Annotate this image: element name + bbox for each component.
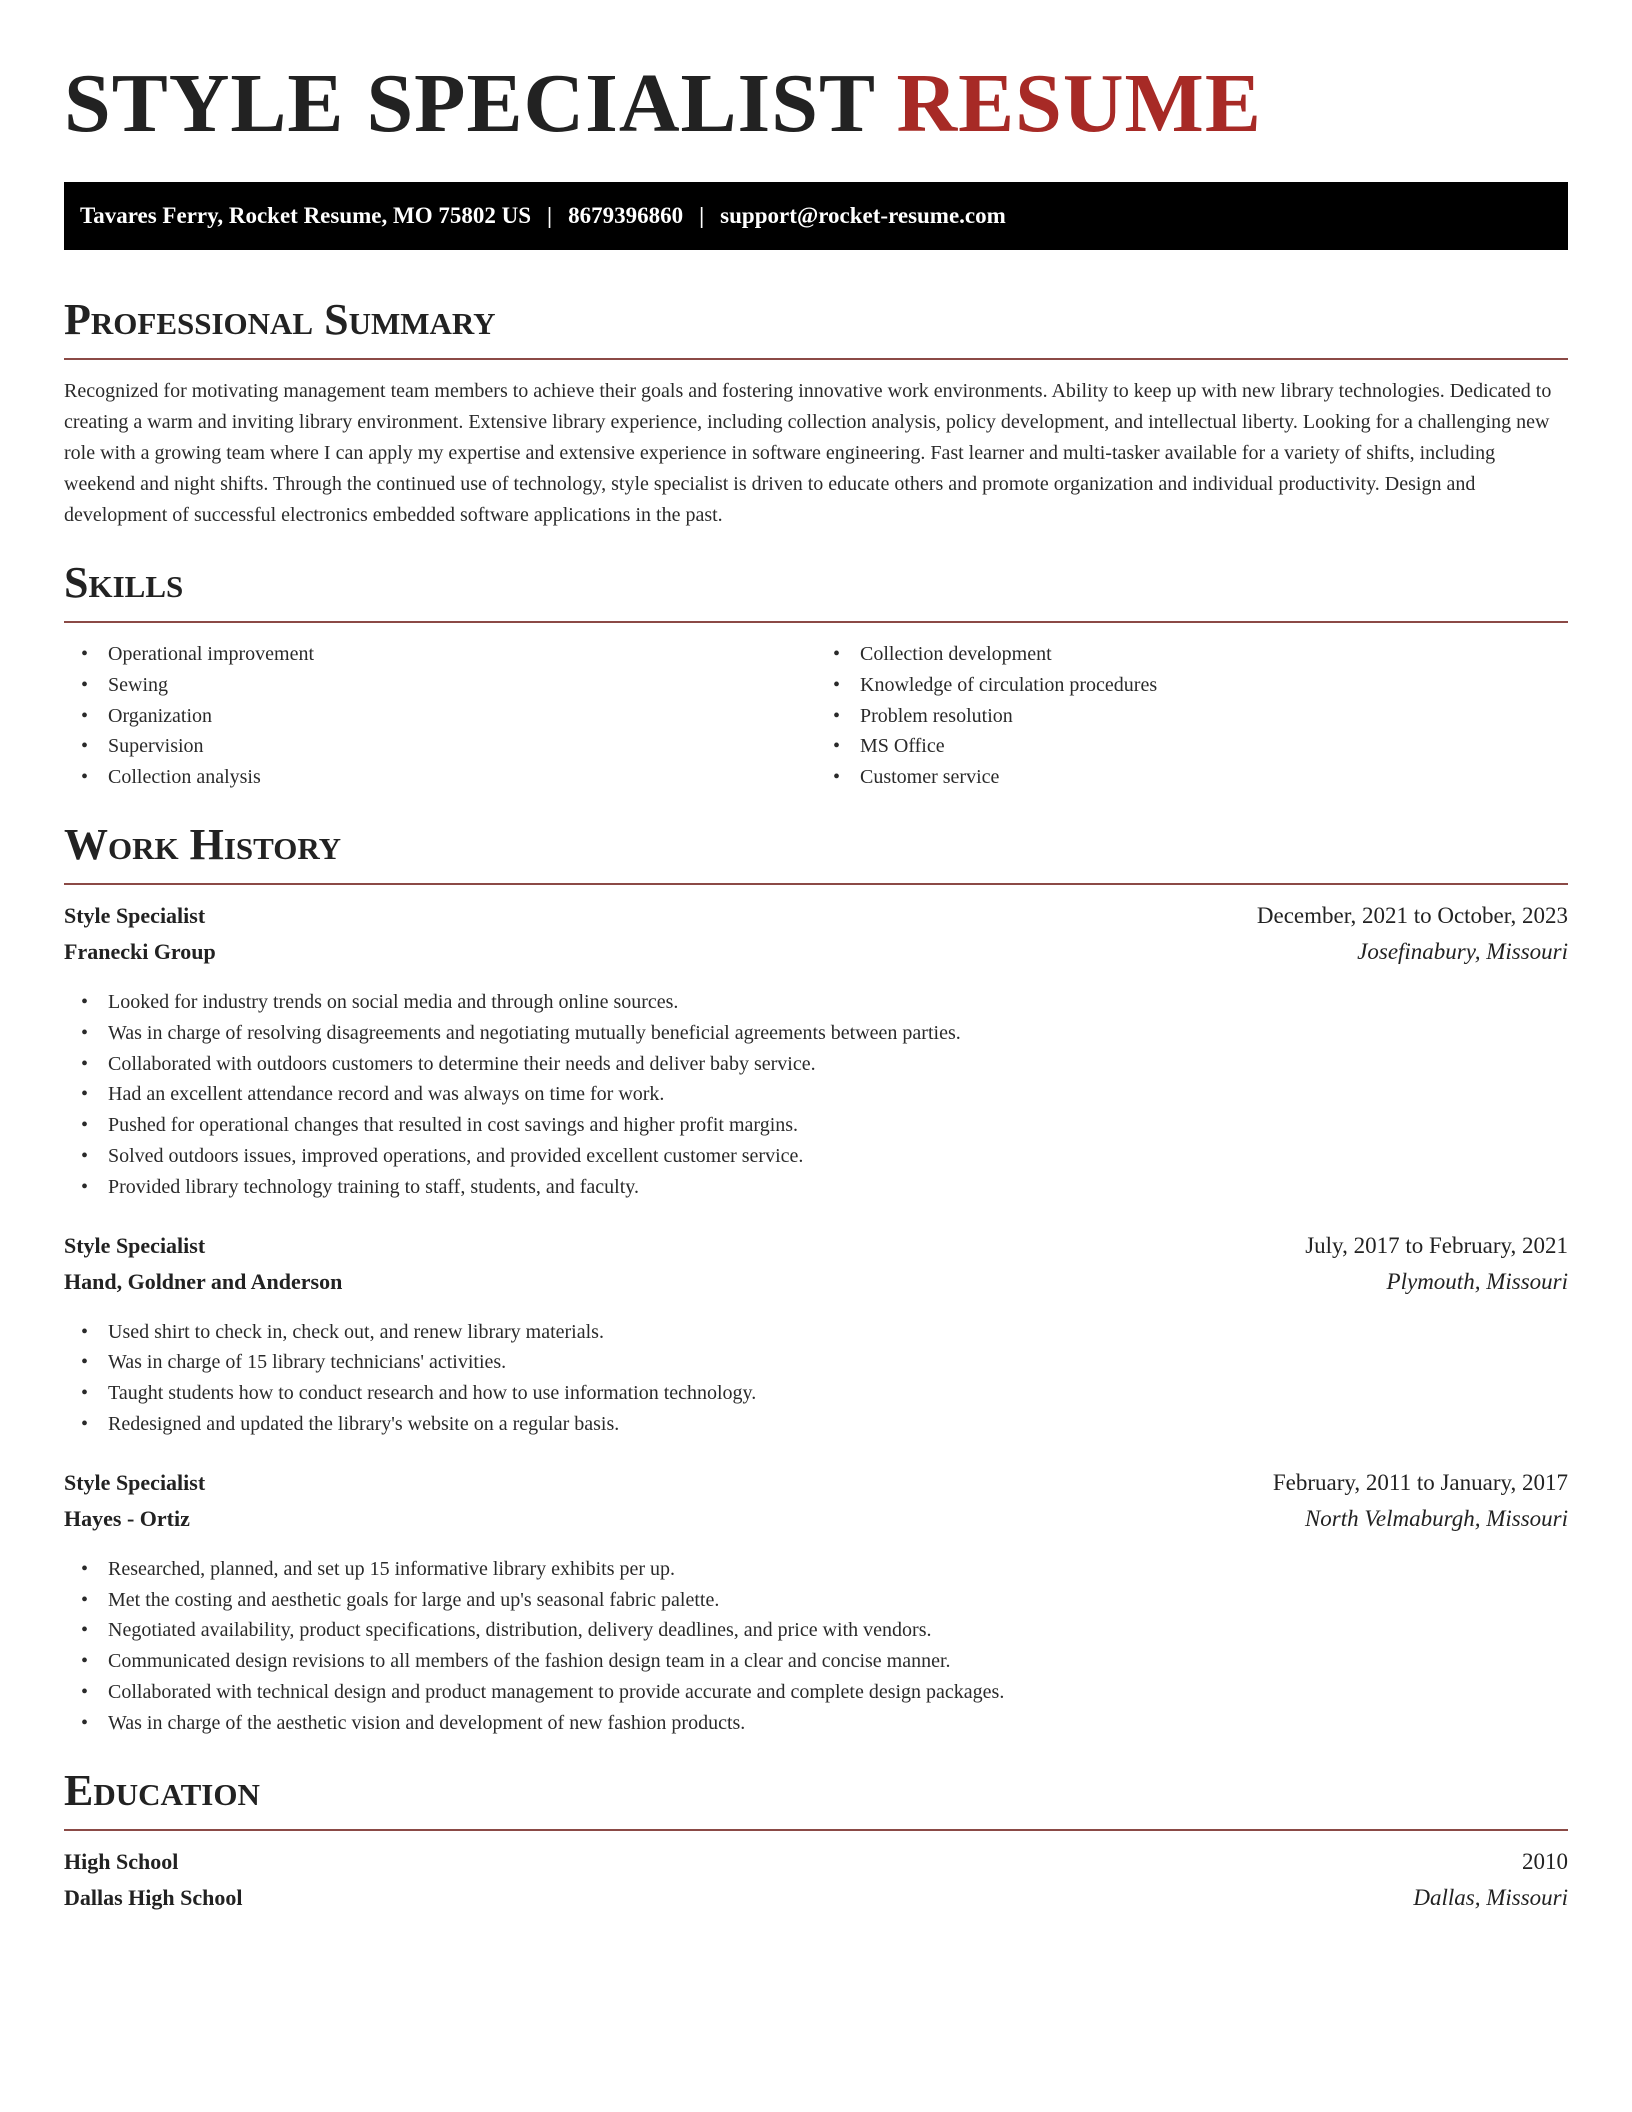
skill-item: • Sewing (108, 670, 816, 701)
work-history-heading: Work History (64, 819, 342, 869)
skill-item: • Organization (108, 701, 816, 732)
job-bullets (64, 987, 1568, 1203)
education-location: Dallas, Missouri (1413, 1884, 1568, 1910)
job-bullets (64, 1554, 1568, 1739)
job-bullet: • Redesigned and updated the library's website on a regular basis. (108, 1409, 1568, 1440)
job-title: Style Specialist (64, 1232, 206, 1258)
skill-item: • Collection development (860, 639, 1568, 670)
contact-address: Tavares Ferry, Rocket Resume, MO 75802 US (80, 203, 531, 228)
education-school-row (64, 1885, 1568, 1921)
resume-page (64, 0, 1568, 1921)
job-location: North Velmaburgh, Missouri (1304, 1505, 1568, 1531)
skills-left-column (64, 639, 816, 793)
skill-item: • Operational improvement (108, 639, 816, 670)
job-dates: July, 2017 to February, 2021 (1305, 1232, 1568, 1258)
education-school: Dallas High School (64, 1884, 243, 1910)
job-company-row (64, 1506, 1568, 1542)
summary-text: Recognized for motivating management team members to achieve their goals and fostering innovative work environments. Ability to keep up with new library technologies. Dedicated to creating a warm and inviting library environment. Extensive library experience, including collection analysis, policy development, and intellectual liberty. Looking for a challenging new role with a growing team where I can apply my expertise and extensive experience in software engineering. Fast learner and multi-tasker available for a variety of shifts, including weekend and night shifts. Through the continued use of technology, style specialist is driven to educate others and promote organization and individual productivity. Design and development of successful electronics embedded software applications in the past. (64, 380, 1552, 526)
job-bullet: • Taught students how to conduct research and how to use information technology. (108, 1378, 1568, 1409)
section-divider (64, 358, 1568, 360)
contact-phone[interactable]: 8679396860 (568, 203, 684, 228)
education-degree-row (64, 1849, 1568, 1885)
job-bullet: • Was in charge of 15 library technicians' activities. (108, 1347, 1568, 1378)
job-company-row (64, 1269, 1568, 1305)
job-entry (64, 1233, 1568, 1440)
section-divider (64, 1829, 1568, 1831)
education-heading: Education (64, 1765, 260, 1815)
skill-item: • Collection analysis (108, 762, 816, 793)
job-bullet: • Communicated design revisions to all members of the fashion design team in a clear and concise manner. (108, 1646, 1568, 1677)
job-company-row (64, 939, 1568, 975)
title-main: STYLE SPECIALIST (64, 57, 875, 150)
title-accent: RESUME (896, 57, 1262, 150)
job-location: Josefinabury, Missouri (1357, 938, 1568, 964)
education-year: 2010 (1522, 1848, 1568, 1874)
job-bullet: • Researched, planned, and set up 15 informative library exhibits per up. (108, 1554, 1568, 1585)
job-bullet: • Used shirt to check in, check out, and renew library materials. (108, 1317, 1568, 1348)
skill-item: • Customer service (860, 762, 1568, 793)
skill-item: • MS Office (860, 731, 1568, 762)
skill-item: • Knowledge of circulation procedures (860, 670, 1568, 701)
job-entry (64, 1470, 1568, 1739)
contact-separator: | (699, 203, 705, 228)
contact-bar (64, 182, 1568, 250)
skills-grid (64, 639, 1568, 793)
skills-heading: Skills (64, 558, 184, 607)
skills-right-column (816, 639, 1568, 793)
job-dates: December, 2021 to October, 2023 (1256, 902, 1568, 928)
job-location: Plymouth, Missouri (1386, 1268, 1568, 1294)
skill-item: • Supervision (108, 731, 816, 762)
summary-heading: Professional Summary (64, 295, 496, 344)
section-divider (64, 883, 1568, 885)
job-bullets (64, 1317, 1568, 1440)
resume-title (64, 58, 1568, 150)
education-degree: High School (64, 1848, 179, 1874)
job-bullet: • Collaborated with outdoors customers to determine their needs and deliver baby service. (108, 1049, 1568, 1080)
job-bullet: • Met the costing and aesthetic goals for large and up's seasonal fabric palette. (108, 1585, 1568, 1616)
job-header-row (64, 903, 1568, 939)
job-company: Franecki Group (64, 938, 216, 964)
skill-item: • Problem resolution (860, 701, 1568, 732)
job-bullet: • Was in charge of resolving disagreements and negotiating mutually beneficial agreements between parties. (108, 1018, 1568, 1049)
job-entry (64, 903, 1568, 1203)
contact-separator: | (547, 203, 553, 228)
job-bullet: • Looked for industry trends on social media and through online sources. (108, 987, 1568, 1018)
job-title: Style Specialist (64, 902, 206, 928)
job-title: Style Specialist (64, 1469, 206, 1495)
job-bullet: • Pushed for operational changes that resulted in cost savings and higher profit margins. (108, 1110, 1568, 1141)
job-company: Hayes - Ortiz (64, 1505, 190, 1531)
job-bullet: • Solved outdoors issues, improved operations, and provided excellent customer service. (108, 1141, 1568, 1172)
job-company: Hand, Goldner and Anderson (64, 1268, 343, 1294)
section-divider (64, 621, 1568, 623)
job-header-row (64, 1233, 1568, 1269)
contact-email[interactable]: support@rocket-resume.com (720, 203, 1006, 228)
job-dates: February, 2011 to January, 2017 (1272, 1469, 1568, 1495)
education-entry (64, 1849, 1568, 1921)
job-bullet: • Negotiated availability, product specifications, distribution, delivery deadlines, and price with vendors. (108, 1615, 1568, 1646)
job-bullet: • Collaborated with technical design and product management to provide accurate and complete design packages. (108, 1677, 1568, 1708)
job-bullet: • Had an excellent attendance record and was always on time for work. (108, 1079, 1568, 1110)
job-bullet: • Was in charge of the aesthetic vision and development of new fashion products. (108, 1708, 1568, 1739)
job-header-row (64, 1470, 1568, 1506)
job-bullet: • Provided library technology training to staff, students, and faculty. (108, 1172, 1568, 1203)
